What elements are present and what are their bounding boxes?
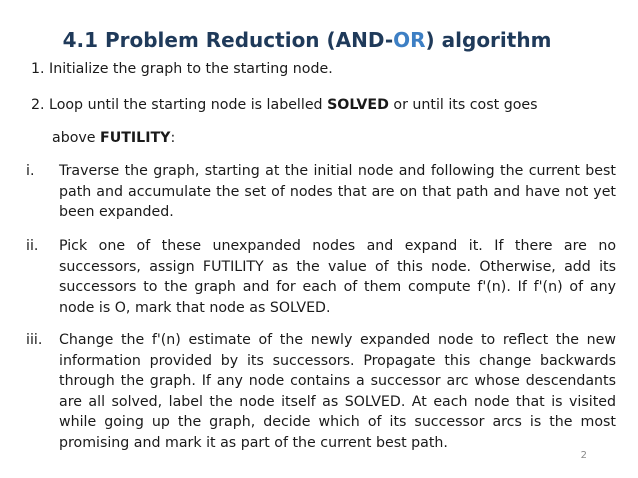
title-suffix: ) algorithm (425, 28, 552, 52)
substep-numeral: iii. (26, 332, 43, 348)
step-2-cont-post: : (170, 130, 176, 146)
slide-title (0, 27, 638, 53)
substep-ii (26, 236, 616, 318)
step-2-cont-pre: above (52, 130, 101, 146)
title-highlight: OR (393, 28, 426, 52)
substep-numeral: i. (26, 163, 35, 179)
substep-iii (26, 330, 616, 454)
page-number: 2 (580, 450, 587, 461)
step-2-mid: or until its cost goes (388, 97, 538, 113)
step-1: 1. Initialize the graph to the starting node. (31, 61, 333, 77)
substep-text: Traverse the graph, starting at the initial node and following the current best path and accumulate the set of nodes that are on that path and have not yet been expanded. (59, 163, 616, 221)
substep-text: Pick one of these unexpanded nodes and expand it. If there are no successors, assign FUTILITY as the value of this node. Otherwise, add its successors to the graph and for each of them compute f'(n). If f'(n) of any node is O, mark that node as SOLVED. (59, 238, 616, 316)
step-2-futility: FUTILITY (100, 130, 171, 146)
substep-i (26, 161, 616, 223)
step-2-pre: 2. Loop until the starting node is labelled (31, 97, 328, 113)
step-2 (31, 95, 538, 115)
step-2-solved: SOLVED (327, 97, 389, 113)
substep-text: Change the f'(n) estimate of the newly expanded node to reflect the new information provided by its successors. Propagate this change backwards through the graph. If any node contains a successor arc whose descendants are all solved, label the node itself as SOLVED. At each node that is visited while going up the graph, decide which of its successor arcs is the most promising and mark it as part of the current best path. (59, 332, 616, 451)
substep-numeral: ii. (26, 238, 39, 254)
title-prefix: 4.1 Problem Reduction (AND- (62, 28, 394, 52)
step-2-continuation (52, 128, 175, 148)
